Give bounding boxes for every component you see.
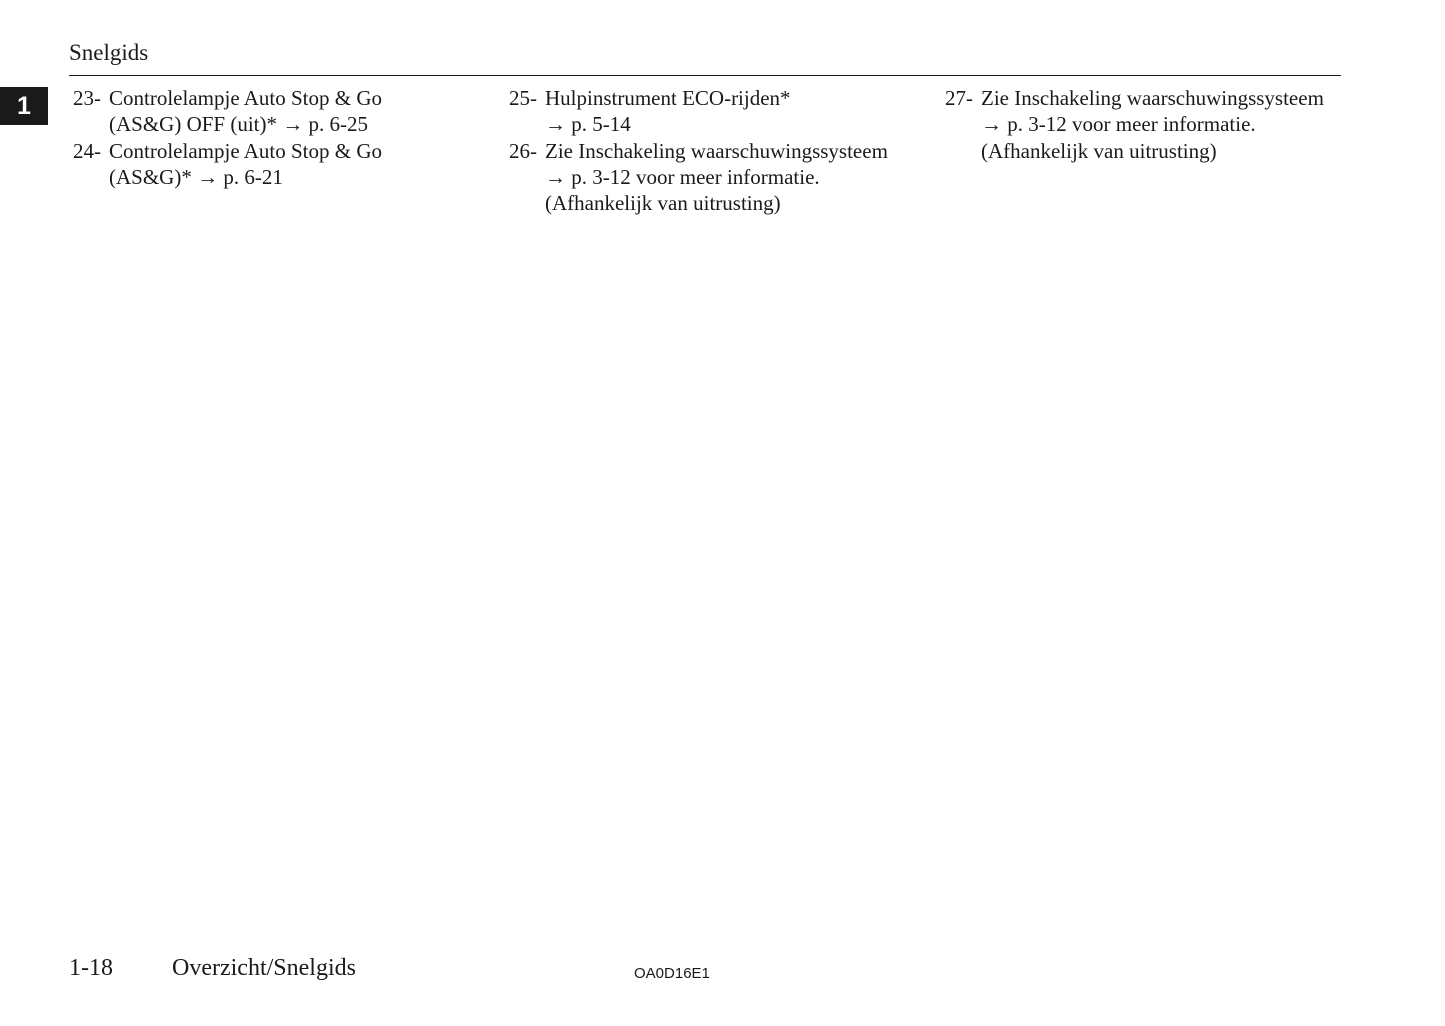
list-item-text: → p. 3-12 voor meer informatie. [981, 112, 1256, 137]
chapter-tab: 1 [0, 87, 48, 125]
footer-section-title: Overzicht/Snelgids [172, 955, 356, 981]
list-item-23 [73, 85, 493, 138]
content-column-2 [509, 85, 929, 216]
page-header-title: Snelgids [69, 40, 149, 65]
content-column-3 [945, 85, 1365, 164]
list-item-text: Controlelampje Auto Stop & Go [109, 138, 382, 163]
list-item-number: 23- [73, 86, 101, 110]
footer-page-number: 1-18 [69, 955, 113, 981]
footer-doc-code: OA0D16E1 [634, 965, 710, 982]
list-item-text: (Afhankelijk van uitrusting) [981, 138, 1217, 163]
list-item-25 [509, 85, 929, 138]
list-item-number: 26- [509, 138, 537, 163]
list-item-number: 25- [509, 86, 537, 110]
list-item-number: 24- [73, 138, 101, 163]
header-divider [69, 75, 1341, 76]
list-item-text: (Afhankelijk van uitrusting) [545, 191, 781, 216]
list-item-text: Zie Inschakeling waarschuwingssysteem [981, 86, 1324, 110]
list-item-text: → p. 5-14 [545, 112, 631, 137]
list-item-text: (AS&G) OFF (uit)* → p. 6-25 [109, 112, 369, 137]
list-item-24 [73, 138, 493, 191]
list-item-text: Controlelampje Auto Stop & Go [109, 86, 382, 110]
content-column-1 [73, 85, 493, 190]
list-item-26 [509, 138, 929, 217]
list-item-text: Zie Inschakeling waarschuwingssysteem [545, 138, 888, 163]
list-item-text: Hulpinstrument ECO-rijden* [545, 86, 791, 110]
list-item-number: 27- [945, 86, 973, 110]
list-item-text: (AS&G)* → p. 6-21 [109, 164, 283, 189]
list-item-27 [945, 85, 1365, 164]
list-item-text: → p. 3-12 voor meer informatie. [545, 164, 820, 189]
